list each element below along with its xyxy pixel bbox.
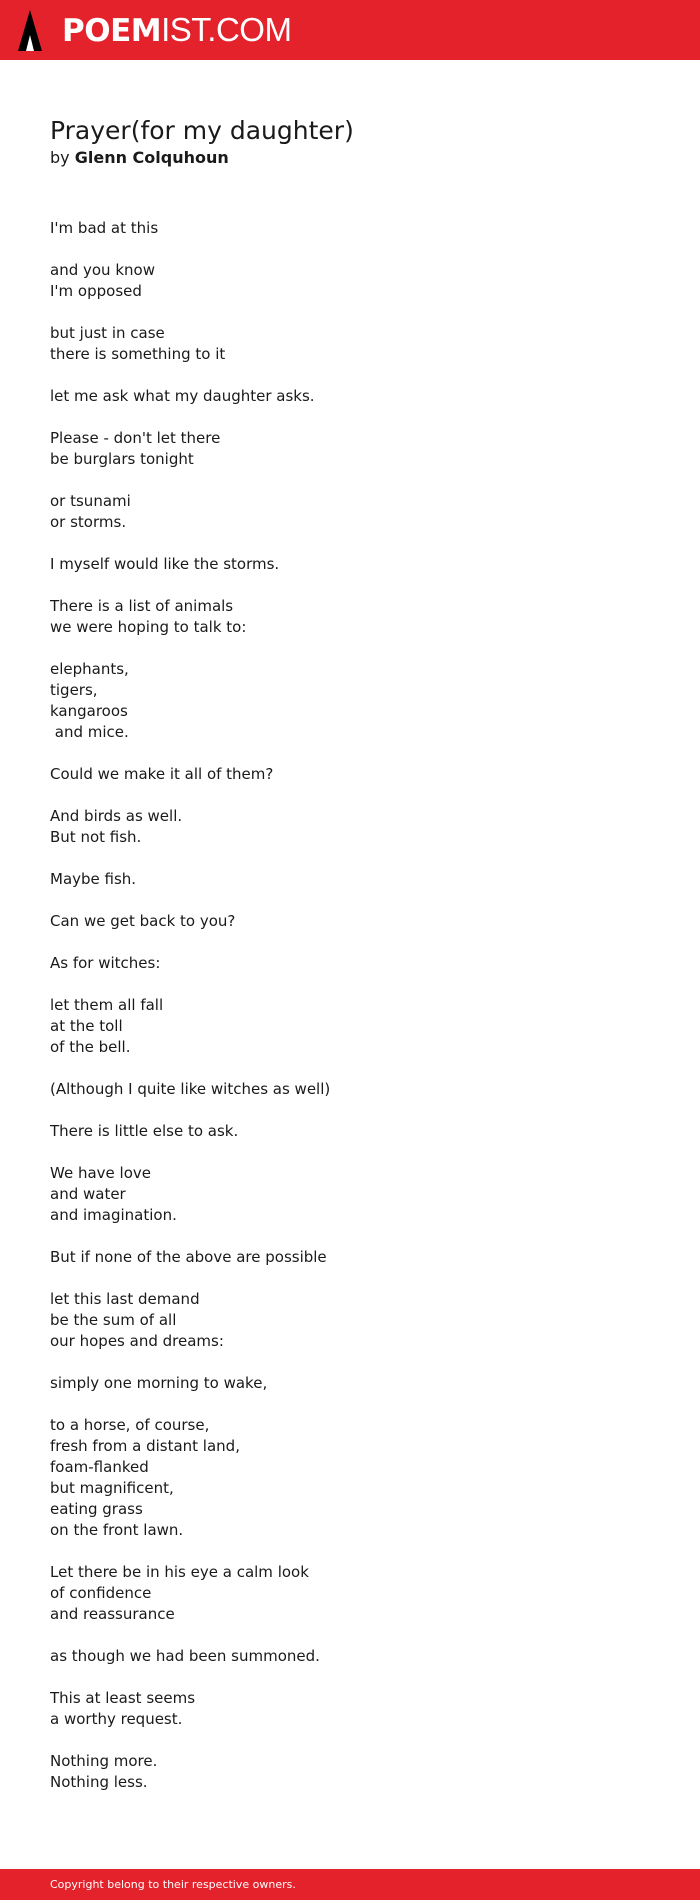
byline-label: by (50, 148, 70, 167)
poem-line: I'm bad at this (50, 219, 159, 237)
poem-line: There is a list of animals (50, 597, 234, 615)
poem-line: and water (50, 1185, 126, 1203)
poem-author: Glenn Colquhoun (74, 148, 229, 167)
poem-line: Can we get back to you? (50, 912, 236, 930)
poem-line: We have love (50, 1164, 151, 1182)
poem-stanza (50, 1373, 650, 1394)
logo-text-light: IST.COM (161, 11, 292, 48)
poem-line: we were hoping to talk to: (50, 618, 247, 636)
site-footer (0, 1869, 700, 1900)
poem-stanza (50, 1289, 650, 1352)
poem-line: and mice. (50, 723, 129, 741)
poem-line: of confidence (50, 1584, 152, 1602)
poem-title: Prayer(for my daughter) (50, 116, 354, 145)
poem-stanza (50, 1079, 650, 1100)
poem-line: kangaroos (50, 702, 128, 720)
poem-line: fresh from a distant land, (50, 1437, 240, 1455)
poem-stanza (50, 260, 650, 302)
byline (50, 147, 229, 169)
poem-stanza (50, 218, 650, 239)
poem-line: There is little else to ask. (50, 1122, 239, 1140)
poem-line: But not fish. (50, 828, 142, 846)
copyright-notice: Copyright belong to their respective owners. (50, 1878, 296, 1891)
poem-line: eating grass (50, 1500, 143, 1518)
site-logo[interactable] (62, 12, 291, 48)
poem-line: be the sum of all (50, 1311, 177, 1329)
poem-stanza (50, 1121, 650, 1142)
logo-text-bold: POEM (62, 13, 162, 49)
poem-stanza (50, 1751, 650, 1793)
poem-stanza (50, 659, 650, 743)
poem-line: let them all fall (50, 996, 164, 1014)
poem-line: at the toll (50, 1017, 123, 1035)
poem-stanza (50, 1163, 650, 1226)
poem-stanza (50, 596, 650, 638)
poem-line: and imagination. (50, 1206, 177, 1224)
site-header (0, 0, 700, 60)
poem-line: or tsunami (50, 492, 131, 510)
poem-line: and reassurance (50, 1605, 175, 1623)
poem-line: be burglars tonight (50, 450, 194, 468)
poem-stanza (50, 953, 650, 974)
poem-line: let me ask what my daughter asks. (50, 387, 315, 405)
poem-line: But if none of the above are possible (50, 1248, 327, 1266)
poem-line: Let there be in his eye a calm look (50, 1563, 309, 1581)
poem-line: I myself would like the storms. (50, 555, 280, 573)
poem-line: and you know (50, 261, 155, 279)
poem-stanza (50, 428, 650, 470)
poem-line: to a horse, of course, (50, 1416, 210, 1434)
poem-stanza (50, 1688, 650, 1730)
poem-line: of the bell. (50, 1038, 131, 1056)
poem-line: or storms. (50, 513, 127, 531)
poem-stanza (50, 806, 650, 848)
poem-line: foam-flanked (50, 1458, 149, 1476)
poem-stanza (50, 1247, 650, 1268)
poem-line: And birds as well. (50, 807, 183, 825)
poem-line: Please - don't let there (50, 429, 221, 447)
poem-line: our hopes and dreams: (50, 1332, 224, 1350)
poem-line: on the front lawn. (50, 1521, 184, 1539)
poem-stanza (50, 386, 650, 407)
poem-line: Maybe fish. (50, 870, 137, 888)
pencil-logo-icon[interactable] (18, 10, 42, 51)
poem-line: let this last demand (50, 1290, 200, 1308)
poem-line: Nothing less. (50, 1773, 148, 1791)
poem-stanza (50, 764, 650, 785)
poem-body (50, 218, 650, 1814)
poem-line: Could we make it all of them? (50, 765, 274, 783)
poem-line: as though we had been summoned. (50, 1647, 320, 1665)
poem-line: Nothing more. (50, 1752, 158, 1770)
poem-line: but just in case (50, 324, 165, 342)
poem-line: (Although I quite like witches as well) (50, 1080, 331, 1098)
poem-line: As for witches: (50, 954, 161, 972)
poem-stanza (50, 323, 650, 365)
poem-line: elephants, (50, 660, 129, 678)
poem-stanza (50, 1415, 650, 1541)
poem-line: simply one morning to wake, (50, 1374, 268, 1392)
poem-line: tigers, (50, 681, 98, 699)
poem-stanza (50, 995, 650, 1058)
poem-line: This at least seems (50, 1689, 196, 1707)
poem-stanza (50, 554, 650, 575)
poem-line: a worthy request. (50, 1710, 183, 1728)
poem-line: there is something to it (50, 345, 226, 363)
poem-stanza (50, 491, 650, 533)
poem-line: I'm opposed (50, 282, 142, 300)
poem-stanza (50, 869, 650, 890)
poem-stanza (50, 1646, 650, 1667)
poem-line: but magnificent, (50, 1479, 174, 1497)
poem-stanza (50, 1562, 650, 1625)
poem-stanza (50, 911, 650, 932)
